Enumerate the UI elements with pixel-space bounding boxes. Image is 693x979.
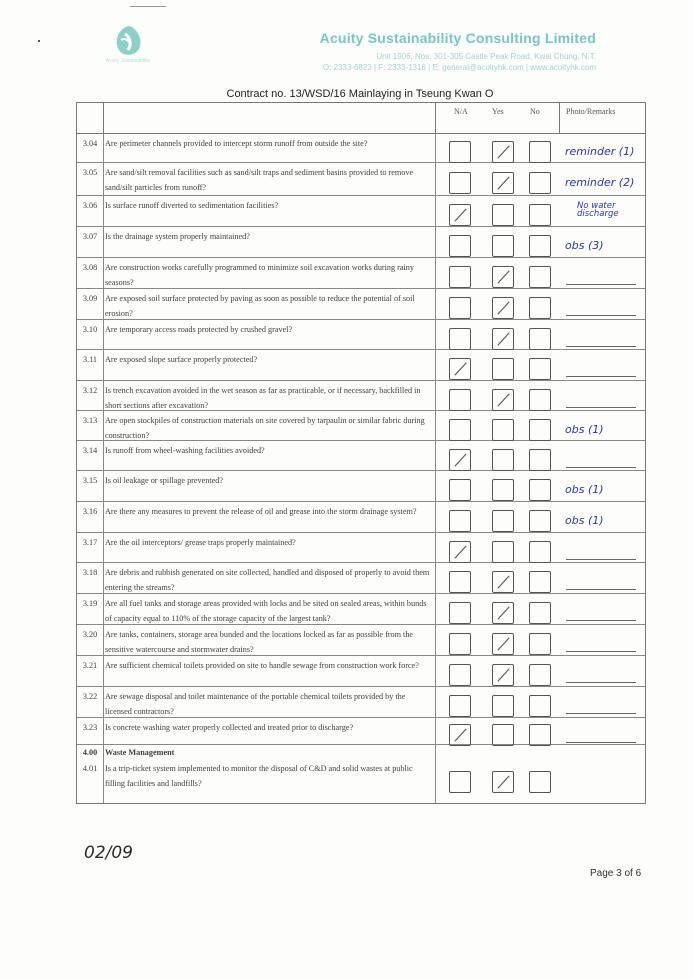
table-row xyxy=(77,471,645,502)
no-checkbox[interactable] xyxy=(529,633,551,655)
item-question: Are sufficient chemical toilets provided on site to handle sewage from construction work force? xyxy=(105,661,419,670)
na-checkbox[interactable] xyxy=(449,479,471,501)
yes-checkbox[interactable] xyxy=(492,479,514,501)
item-question: Are exposed slope surface properly protected? xyxy=(105,355,258,364)
no-checkbox[interactable] xyxy=(529,297,551,319)
checklist-table xyxy=(76,102,646,804)
table-row xyxy=(77,227,645,258)
no-checkbox[interactable] xyxy=(529,602,551,624)
no-checkbox[interactable] xyxy=(529,328,551,350)
no-checkbox[interactable] xyxy=(529,266,551,288)
na-checkbox[interactable] xyxy=(449,771,471,793)
table-row xyxy=(77,533,645,563)
tick-mark-icon xyxy=(451,206,470,225)
remark-line xyxy=(566,315,636,316)
item-question: Is a trip-ticket system implemented to monitor the disposal of C&D and solid wastes at public filling facilities and landfills? xyxy=(105,764,413,788)
item-number: 3.04 xyxy=(82,139,98,148)
na-checkbox[interactable] xyxy=(449,297,471,319)
handwritten-date: 02/09 xyxy=(84,843,133,863)
no-checkbox[interactable] xyxy=(529,695,551,717)
yes-checkbox[interactable] xyxy=(492,358,514,380)
section-number: 4.00 xyxy=(82,748,98,757)
no-checkbox[interactable] xyxy=(529,510,551,532)
no-checkbox[interactable] xyxy=(529,541,551,563)
handwritten-remark: obs (1) xyxy=(565,514,604,527)
tick-mark-icon xyxy=(494,604,513,623)
item-question: Is runoff from wheel-washing facilities avoided? xyxy=(105,446,265,455)
table-header xyxy=(77,103,645,134)
remark-line xyxy=(566,651,636,652)
tick-mark-icon xyxy=(451,451,470,470)
item-question: Is trench excavation avoided in the wet season as far as practicable, or if necessary, backfilled in short sections after excavation? xyxy=(105,386,421,410)
yes-checkbox[interactable] xyxy=(492,602,514,624)
tick-mark-icon xyxy=(494,174,513,193)
table-row xyxy=(77,196,645,227)
table-row xyxy=(77,656,645,687)
item-number: 3.22 xyxy=(82,692,98,701)
company-name: Acuity Sustainability Consulting Limited xyxy=(319,30,596,46)
no-checkbox[interactable] xyxy=(529,479,551,501)
item-question: Are there any measures to prevent the release of oil and grease into the storm drainage system? xyxy=(105,507,417,516)
item-number: 3.08 xyxy=(82,263,98,272)
no-checkbox[interactable] xyxy=(529,141,551,163)
item-question: Are all fuel tanks and storage areas provided with locks and be sited on sealed areas, within bunds of capacity equal to 110% of the storage capacity of the largest tank? xyxy=(105,599,427,623)
tick-mark-icon xyxy=(494,268,513,287)
item-number: 3.20 xyxy=(82,630,98,639)
na-checkbox[interactable] xyxy=(449,724,471,746)
table-row xyxy=(77,134,645,163)
yes-checkbox[interactable] xyxy=(492,172,514,194)
remark-line xyxy=(566,742,636,743)
remark-line xyxy=(566,682,636,683)
na-checkbox[interactable] xyxy=(449,602,471,624)
table-row xyxy=(77,320,645,350)
item-number: 3.05 xyxy=(82,168,98,177)
item-question: Is surface runoff diverted to sedimentation facilities? xyxy=(105,201,279,210)
tick-mark-icon xyxy=(451,360,470,379)
yes-checkbox[interactable] xyxy=(492,297,514,319)
handwritten-remark: reminder (1) xyxy=(565,145,635,158)
table-row xyxy=(77,625,645,656)
yes-checkbox[interactable] xyxy=(492,141,514,163)
no-checkbox[interactable] xyxy=(529,449,551,471)
col-no-header: No xyxy=(530,107,540,116)
tick-mark-icon xyxy=(494,666,513,685)
no-checkbox[interactable] xyxy=(529,235,551,257)
item-number: 3.15 xyxy=(82,476,98,485)
item-question: Are open stockpiles of construction materials on site covered by tarpaulin or similar fabric during construction? xyxy=(105,416,425,440)
remark-line xyxy=(566,376,636,377)
item-number: 3.06 xyxy=(82,201,98,210)
remark-line xyxy=(566,589,636,590)
na-checkbox[interactable] xyxy=(449,510,471,532)
table-row xyxy=(77,687,645,718)
scan-speck xyxy=(38,40,40,42)
yes-checkbox[interactable] xyxy=(492,204,514,226)
table-row-4-01 xyxy=(77,761,645,804)
handwritten-remark: obs (1) xyxy=(565,483,604,496)
item-number: 3.12 xyxy=(82,386,98,395)
item-number: 3.07 xyxy=(82,232,98,241)
item-question: Is concrete washing water properly collected and treated prior to discharge? xyxy=(105,723,354,732)
table-row xyxy=(77,441,645,471)
item-question: Is oil leakage or spillage prevented? xyxy=(105,476,223,485)
na-checkbox[interactable] xyxy=(449,235,471,257)
no-checkbox[interactable] xyxy=(529,389,551,411)
item-question: Are sand/silt removal facilities such as sand/silt traps and sediment basins provided to remove sand/silt particles from runoff? xyxy=(105,168,414,192)
logo-text: Acuity Sustainability xyxy=(105,58,151,64)
table-row xyxy=(77,289,645,320)
remark-line xyxy=(566,620,636,621)
table-row xyxy=(77,563,645,594)
tick-mark-icon xyxy=(494,773,513,792)
table-row xyxy=(77,163,645,196)
remark-line xyxy=(566,407,636,408)
table-row xyxy=(77,594,645,625)
item-number: 3.19 xyxy=(82,599,98,608)
item-number: 3.11 xyxy=(82,355,98,364)
table-row xyxy=(77,350,645,381)
no-checkbox[interactable] xyxy=(529,664,551,686)
item-number: 3.09 xyxy=(82,294,98,303)
tick-mark-icon xyxy=(494,299,513,318)
table-row xyxy=(77,381,645,411)
yes-checkbox[interactable] xyxy=(492,664,514,686)
table-row xyxy=(77,411,645,441)
yes-checkbox[interactable] xyxy=(492,235,514,257)
item-number: 3.13 xyxy=(82,416,98,425)
contract-title: Contract no. 13/WSD/16 Mainlaying in Tseung Kwan O xyxy=(226,88,494,100)
no-checkbox[interactable] xyxy=(529,358,551,380)
page-number: Page 3 of 6 xyxy=(590,868,642,879)
na-checkbox[interactable] xyxy=(449,358,471,380)
handwritten-remark: reminder (2) xyxy=(565,176,635,189)
table-row xyxy=(77,718,645,745)
item-number: 3.17 xyxy=(82,538,98,547)
na-checkbox[interactable] xyxy=(449,204,471,226)
yes-checkbox[interactable] xyxy=(492,266,514,288)
item-question: Are temporary access roads protected by crushed gravel? xyxy=(105,325,293,334)
table-row xyxy=(77,258,645,289)
tick-mark-icon xyxy=(451,543,470,562)
tick-mark-icon xyxy=(494,143,513,162)
tick-mark-icon xyxy=(494,635,513,654)
company-logo-icon xyxy=(97,22,159,74)
na-checkbox[interactable] xyxy=(449,633,471,655)
no-checkbox[interactable] xyxy=(529,724,551,746)
handwritten-remark: No water discharge xyxy=(577,201,619,219)
handwritten-remark: obs (3) xyxy=(565,239,604,252)
remark-line xyxy=(566,559,636,560)
scan-artifact xyxy=(130,6,166,7)
remark-line xyxy=(566,713,636,714)
item-number: 3.16 xyxy=(82,507,98,516)
yes-checkbox[interactable] xyxy=(492,510,514,532)
yes-checkbox[interactable] xyxy=(492,771,514,793)
yes-checkbox[interactable] xyxy=(492,724,514,746)
item-question: Are sewage disposal and toilet maintenance of the portable chemical toilets provided by the licensed contractors? xyxy=(105,692,406,716)
na-checkbox[interactable] xyxy=(449,449,471,471)
item-question: Are the oil interceptors/ grease traps properly maintained? xyxy=(105,538,296,547)
company-address: Unit 1906, Nos. 301-305 Castle Peak Road, Kwai Chung, N.T. xyxy=(376,52,596,61)
no-checkbox[interactable] xyxy=(529,204,551,226)
na-checkbox[interactable] xyxy=(449,328,471,350)
yes-checkbox[interactable] xyxy=(492,389,514,411)
na-checkbox[interactable] xyxy=(449,389,471,411)
no-checkbox[interactable] xyxy=(529,172,551,194)
remark-line xyxy=(566,467,636,468)
tick-mark-icon xyxy=(494,330,513,349)
no-checkbox[interactable] xyxy=(529,571,551,593)
company-contacts: O: 2333-6823 | F: 2333-1316 | E: general@acuityhk.com | www.acuityhk.com xyxy=(322,63,596,72)
no-checkbox[interactable] xyxy=(529,419,551,441)
yes-checkbox[interactable] xyxy=(492,633,514,655)
yes-checkbox[interactable] xyxy=(492,328,514,350)
na-checkbox[interactable] xyxy=(449,695,471,717)
na-checkbox[interactable] xyxy=(449,541,471,563)
na-checkbox[interactable] xyxy=(449,664,471,686)
remark-line xyxy=(566,284,636,285)
tick-mark-icon xyxy=(494,391,513,410)
item-number: 4.01 xyxy=(82,764,98,773)
item-number: 3.18 xyxy=(82,568,98,577)
tick-mark-icon xyxy=(494,573,513,592)
item-question: Are exposed soil surface protected by paving as soon as possible to reduce the potential of soil erosion? xyxy=(105,294,415,318)
item-question: Are perimeter channels provided to intercept storm runoff from outside the site? xyxy=(105,139,368,148)
item-number: 3.21 xyxy=(82,661,98,670)
section-row xyxy=(77,745,645,761)
na-checkbox[interactable] xyxy=(449,266,471,288)
item-number: 3.23 xyxy=(82,723,98,732)
item-question: Are tanks, containers, storage area bunded and the locations locked as far as possible from the sensitive watercourse and stormwater drains? xyxy=(105,630,414,654)
item-number: 3.14 xyxy=(82,446,98,455)
section-title: Waste Management xyxy=(105,748,175,757)
item-number: 3.10 xyxy=(82,325,98,334)
yes-checkbox[interactable] xyxy=(492,541,514,563)
yes-checkbox[interactable] xyxy=(492,419,514,441)
item-question: Is the drainage system properly maintained? xyxy=(105,232,250,241)
remark-line xyxy=(566,346,636,347)
na-checkbox[interactable] xyxy=(449,141,471,163)
item-question: Are construction works carefully programmed to minimize soil excavation works during rainy seasons? xyxy=(105,263,414,287)
item-question: Are debris and rubbish generated on site collected, handled and disposed of properly to avoid them entering the streams? xyxy=(105,568,430,592)
na-checkbox[interactable] xyxy=(449,419,471,441)
col-yes-header: Yes xyxy=(492,107,504,116)
yes-checkbox[interactable] xyxy=(492,449,514,471)
col-na-header: N/A xyxy=(454,107,468,116)
yes-checkbox[interactable] xyxy=(492,571,514,593)
handwritten-remark: obs (1) xyxy=(565,423,604,436)
na-checkbox[interactable] xyxy=(449,571,471,593)
no-checkbox[interactable] xyxy=(529,771,551,793)
tick-mark-icon xyxy=(451,726,470,745)
na-checkbox[interactable] xyxy=(449,172,471,194)
yes-checkbox[interactable] xyxy=(492,695,514,717)
table-row xyxy=(77,502,645,533)
col-remarks-header: Photo/Remarks xyxy=(566,107,616,116)
